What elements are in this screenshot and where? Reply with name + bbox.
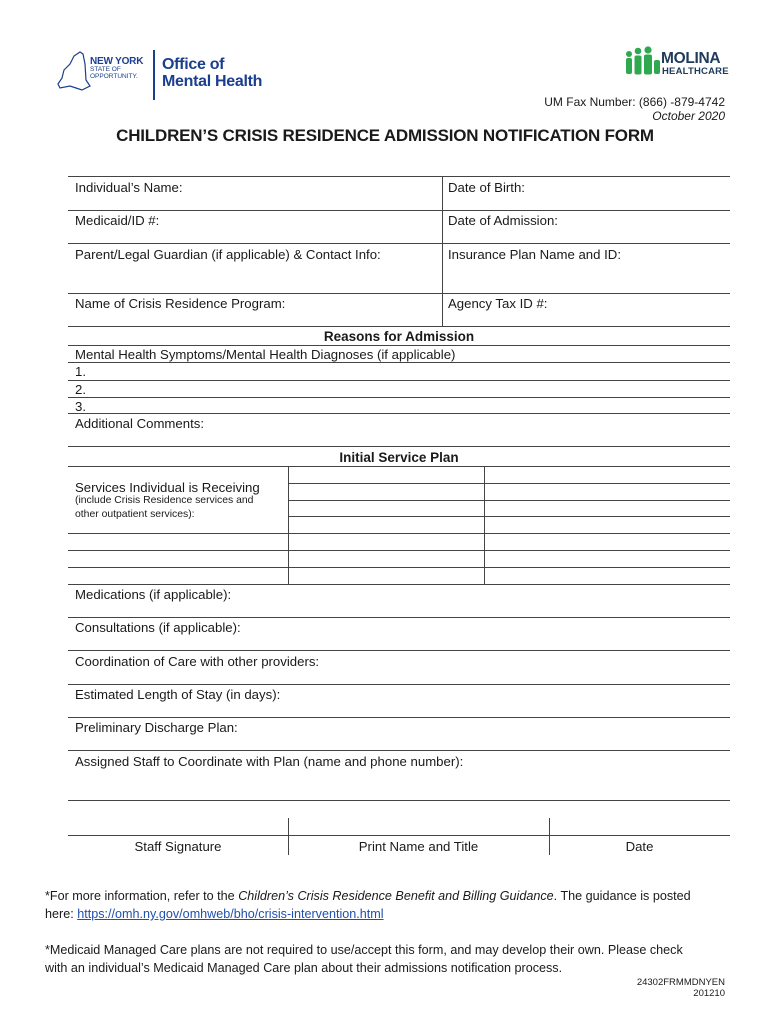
grid-line <box>68 466 730 467</box>
grid-line <box>68 397 730 398</box>
grid-line <box>68 584 730 585</box>
grid-line <box>68 345 730 346</box>
signature-date-field[interactable]: Date <box>625 839 654 854</box>
medications-field[interactable]: Medications (if applicable): <box>75 587 232 602</box>
diagnosis-item-1[interactable]: 1. <box>75 364 86 379</box>
services-note-2: other outpatient services): <box>75 509 195 520</box>
program-name-field[interactable]: Name of Crisis Residence Program: <box>75 296 286 311</box>
molina-people-icon <box>624 46 662 78</box>
fax-number: UM Fax Number: (866) -879-4742 <box>544 95 725 109</box>
symptoms-label: Mental Health Symptoms/Mental Health Diagnoses (if applicable) <box>75 347 456 362</box>
omh-logo <box>52 50 272 102</box>
guidance-title: Children’s Crisis Residence Benefit and Billing Guidance <box>238 889 554 903</box>
grid-line <box>68 533 730 534</box>
molina-sub: HEALTHCARE <box>662 66 729 77</box>
grid-line <box>68 650 730 651</box>
print-name-field[interactable]: Print Name and Title <box>358 839 479 854</box>
diagnosis-item-3[interactable]: 3. <box>75 399 86 414</box>
note2-line2: with an individual’s Medicaid Managed Care plan about their admissions notification process. <box>45 961 563 975</box>
note1-here: here: <box>45 907 78 921</box>
omh-wordmark <box>162 56 262 90</box>
form-date: October 2020 <box>652 109 725 123</box>
form-code-block <box>637 977 725 999</box>
consultations-field[interactable]: Consultations (if applicable): <box>75 620 241 635</box>
note2-line1: *Medicaid Managed Care plans are not required to use/accept this form, and may develop their own. Please check <box>45 943 683 957</box>
ny-line2: STATE OF <box>90 66 121 73</box>
fax-block <box>544 95 725 123</box>
grid-line <box>68 380 730 381</box>
grid-line <box>288 483 730 484</box>
services-label: Services Individual is Receiving <box>75 480 260 495</box>
grid-line <box>68 326 730 327</box>
agency-tax-id-field[interactable]: Agency Tax ID #: <box>448 296 548 311</box>
grid-line <box>68 750 730 751</box>
form-code-date: 201210 <box>693 988 725 999</box>
molina-name: MOLINA <box>661 50 721 67</box>
staff-signature-field[interactable]: Staff Signature <box>134 839 222 854</box>
ny-wordmark <box>90 58 143 80</box>
logo-divider <box>153 50 155 100</box>
molina-logo <box>624 46 736 82</box>
note1-prefix: *For more information, refer to the <box>45 889 239 903</box>
diagnosis-item-2[interactable]: 2. <box>75 382 86 397</box>
grid-line <box>68 550 730 551</box>
coordination-field[interactable]: Coordination of Care with other providers: <box>75 654 320 669</box>
insurance-field[interactable]: Insurance Plan Name and ID: <box>448 247 621 262</box>
grid-line <box>68 617 730 618</box>
ny-line3: OPPORTUNITY. <box>90 73 138 80</box>
grid-divider <box>442 176 443 326</box>
grid-line <box>288 516 730 517</box>
reasons-heading: Reasons for Admission <box>323 329 475 344</box>
form-code: 24302FRMMDNYEN <box>636 977 725 988</box>
service-plan-heading: Initial Service Plan <box>339 450 459 465</box>
guidance-link[interactable]: https://omh.ny.gov/omhweb/bho/crisis-intervention.html <box>77 907 384 921</box>
grid-line <box>68 717 730 718</box>
grid-line <box>68 293 730 294</box>
grid-line <box>68 446 730 447</box>
grid-line <box>288 500 730 501</box>
grid-line <box>68 362 730 363</box>
discharge-plan-field[interactable]: Preliminary Discharge Plan: <box>75 720 238 735</box>
grid-line <box>68 567 730 568</box>
grid-line <box>68 684 730 685</box>
grid-line <box>68 210 730 211</box>
grid-line <box>68 176 730 177</box>
additional-comments-field[interactable]: Additional Comments: <box>75 416 205 431</box>
new-york-state-outline-icon <box>52 50 92 94</box>
date-of-admission-field[interactable]: Date of Admission: <box>448 213 558 228</box>
medicaid-id-field[interactable]: Medicaid/ID #: <box>75 213 160 228</box>
grid-line <box>68 243 730 244</box>
length-of-stay-field[interactable]: Estimated Length of Stay (in days): <box>75 687 281 702</box>
guardian-field[interactable]: Parent/Legal Guardian (if applicable) & Contact Info: <box>75 247 381 262</box>
grid-line <box>68 800 730 801</box>
services-note-1: (include Crisis Residence services and <box>75 495 254 506</box>
assigned-staff-field[interactable]: Assigned Staff to Coordinate with Plan (name and phone number): <box>75 754 464 769</box>
omh-line1: Office of <box>162 56 225 73</box>
ny-line1: NEW YORK <box>90 56 144 67</box>
date-of-birth-field[interactable]: Date of Birth: <box>448 180 525 195</box>
page-title: CHILDREN’S CRISIS RESIDENCE ADMISSION NOTIFICATION FORM <box>116 126 654 145</box>
guidance-note <box>45 887 735 923</box>
medicaid-note <box>45 941 735 977</box>
note1-suffix: . The guidance is posted <box>553 889 691 903</box>
omh-line2: Mental Health <box>162 73 263 90</box>
signature-line <box>68 835 730 836</box>
grid-line <box>68 413 730 414</box>
individual-name-field[interactable]: Individual’s Name: <box>75 180 183 195</box>
